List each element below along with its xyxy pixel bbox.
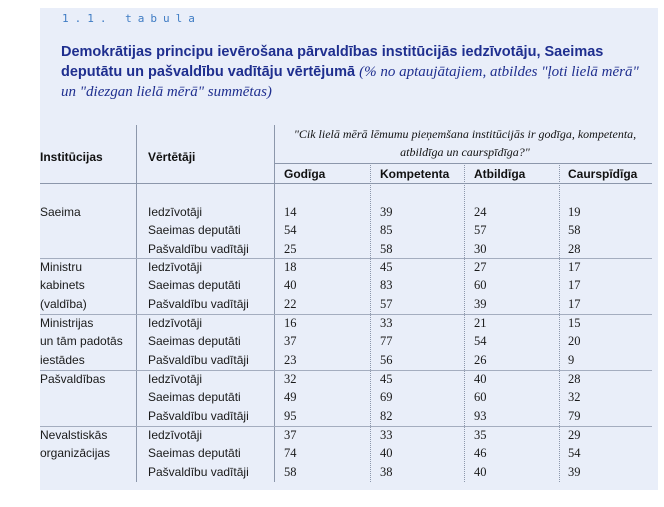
divider-line	[40, 258, 652, 259]
institution-name: Nevalstiskās	[40, 428, 108, 442]
value-cell: 35	[474, 428, 487, 442]
table-title	[61, 42, 651, 102]
divider-line	[40, 183, 652, 184]
rater-label: Iedzīvotāji	[148, 260, 203, 274]
value-cell: 28	[568, 241, 581, 256]
value-cell: 20	[568, 334, 581, 349]
value-cell: 19	[568, 205, 581, 219]
rater-label: Pašvaldību vadītāji	[148, 464, 249, 479]
institution-name: (valdība)	[40, 296, 87, 311]
column-header: Atbildīga	[474, 167, 526, 181]
divider-line	[40, 426, 652, 427]
header-institutions: Institūcijas	[40, 150, 103, 164]
divider-line	[464, 163, 465, 482]
value-cell: 39	[474, 296, 487, 311]
value-cell: 37	[284, 428, 297, 442]
value-cell: 38	[380, 464, 393, 479]
value-cell: 74	[284, 446, 297, 461]
rater-label: Saeimas deputāti	[148, 334, 241, 349]
header-raters: Vērtētāji	[148, 150, 196, 164]
rater-label: Pašvaldību vadītāji	[148, 296, 249, 311]
value-cell: 83	[380, 278, 393, 293]
value-cell: 33	[380, 428, 393, 442]
value-cell: 33	[380, 316, 393, 330]
institution-name: Ministru	[40, 260, 83, 274]
value-cell: 26	[474, 352, 487, 367]
value-cell: 40	[380, 446, 393, 461]
title-note: (% no aptaujātajiem, atbildes "ļoti lielā mērā" un "diezgan lielā mērā" summētas)	[61, 64, 639, 100]
value-cell: 69	[380, 390, 393, 405]
value-cell: 24	[474, 205, 487, 219]
value-cell: 40	[284, 278, 297, 293]
value-cell: 16	[284, 316, 297, 330]
rater-label: Saeimas deputāti	[148, 390, 241, 405]
value-cell: 17	[568, 296, 581, 311]
value-cell: 22	[284, 296, 297, 311]
value-cell: 18	[284, 260, 297, 274]
value-cell: 60	[474, 278, 487, 293]
value-cell: 21	[474, 316, 487, 330]
rater-label: Iedzīvotāji	[148, 316, 203, 330]
institution-name: Saeima	[40, 205, 81, 219]
column-header: Godīga	[284, 167, 326, 181]
divider-line	[40, 314, 652, 315]
divider-line	[40, 370, 652, 371]
value-cell: 23	[284, 352, 297, 367]
institution-name: organizācijas	[40, 446, 111, 461]
value-cell: 85	[380, 223, 393, 238]
value-cell: 28	[568, 372, 581, 386]
rater-label: Iedzīvotāji	[148, 428, 203, 442]
table-tag: 1.1. tabula	[62, 12, 201, 25]
value-cell: 60	[474, 390, 487, 405]
value-cell: 79	[568, 408, 581, 423]
value-cell: 58	[284, 464, 297, 479]
value-cell: 46	[474, 446, 487, 461]
value-cell: 39	[568, 464, 581, 479]
value-cell: 77	[380, 334, 393, 349]
rater-label: Iedzīvotāji	[148, 372, 203, 386]
institution-name: kabinets	[40, 278, 85, 293]
divider-line	[370, 163, 371, 482]
divider-line	[136, 125, 137, 482]
value-cell: 57	[474, 223, 487, 238]
value-cell: 57	[380, 296, 393, 311]
value-cell: 45	[380, 372, 393, 386]
rater-label: Iedzīvotāji	[148, 205, 203, 219]
value-cell: 40	[474, 464, 487, 479]
column-header: Caurspīdīga	[568, 167, 638, 181]
value-cell: 56	[380, 352, 393, 367]
rater-label: Pašvaldību vadītāji	[148, 408, 249, 423]
divider-line	[274, 163, 652, 164]
value-cell: 15	[568, 316, 581, 330]
value-cell: 45	[380, 260, 393, 274]
rater-label: Saeimas deputāti	[148, 223, 241, 238]
value-cell: 32	[284, 372, 297, 386]
value-cell: 54	[568, 446, 581, 461]
rater-label: Saeimas deputāti	[148, 278, 241, 293]
value-cell: 82	[380, 408, 393, 423]
divider-line	[274, 125, 275, 482]
divider-line	[559, 163, 560, 482]
value-cell: 49	[284, 390, 297, 405]
rater-label: Saeimas deputāti	[148, 446, 241, 461]
institution-name: Pašvaldības	[40, 372, 106, 386]
value-cell: 17	[568, 278, 581, 293]
column-header: Kompetenta	[380, 167, 450, 181]
institution-name: iestādes	[40, 352, 85, 367]
value-cell: 54	[284, 223, 297, 238]
rater-label: Pašvaldību vadītāji	[148, 352, 249, 367]
value-cell: 37	[284, 334, 297, 349]
value-cell: 58	[568, 223, 581, 238]
value-cell: 30	[474, 241, 487, 256]
value-cell: 9	[568, 352, 575, 367]
institution-name: un tām padotās	[40, 334, 123, 349]
value-cell: 27	[474, 260, 487, 274]
institution-name: Ministrijas	[40, 316, 94, 330]
value-cell: 14	[284, 205, 297, 219]
value-cell: 25	[284, 241, 297, 256]
value-cell: 58	[380, 241, 393, 256]
rater-label: Pašvaldību vadītāji	[148, 241, 249, 256]
title-main: Demokrātijas principu ievērošana pārvaldības institūcijās iedzīvotāju, Saeimas deputātu un pašvaldību vadītāju vērtējumā	[61, 44, 604, 80]
value-cell: 95	[284, 408, 297, 423]
value-cell: 40	[474, 372, 487, 386]
value-cell: 29	[568, 428, 581, 442]
survey-question: "Cik lielā mērā lēmumu pieņemšana institūcijās ir godīga, kompetenta, atbildīga un caurspīdīga?"	[293, 127, 637, 159]
value-cell: 54	[474, 334, 487, 349]
value-cell: 32	[568, 390, 581, 405]
value-cell: 93	[474, 408, 487, 423]
value-cell: 39	[380, 205, 393, 219]
value-cell: 17	[568, 260, 581, 274]
